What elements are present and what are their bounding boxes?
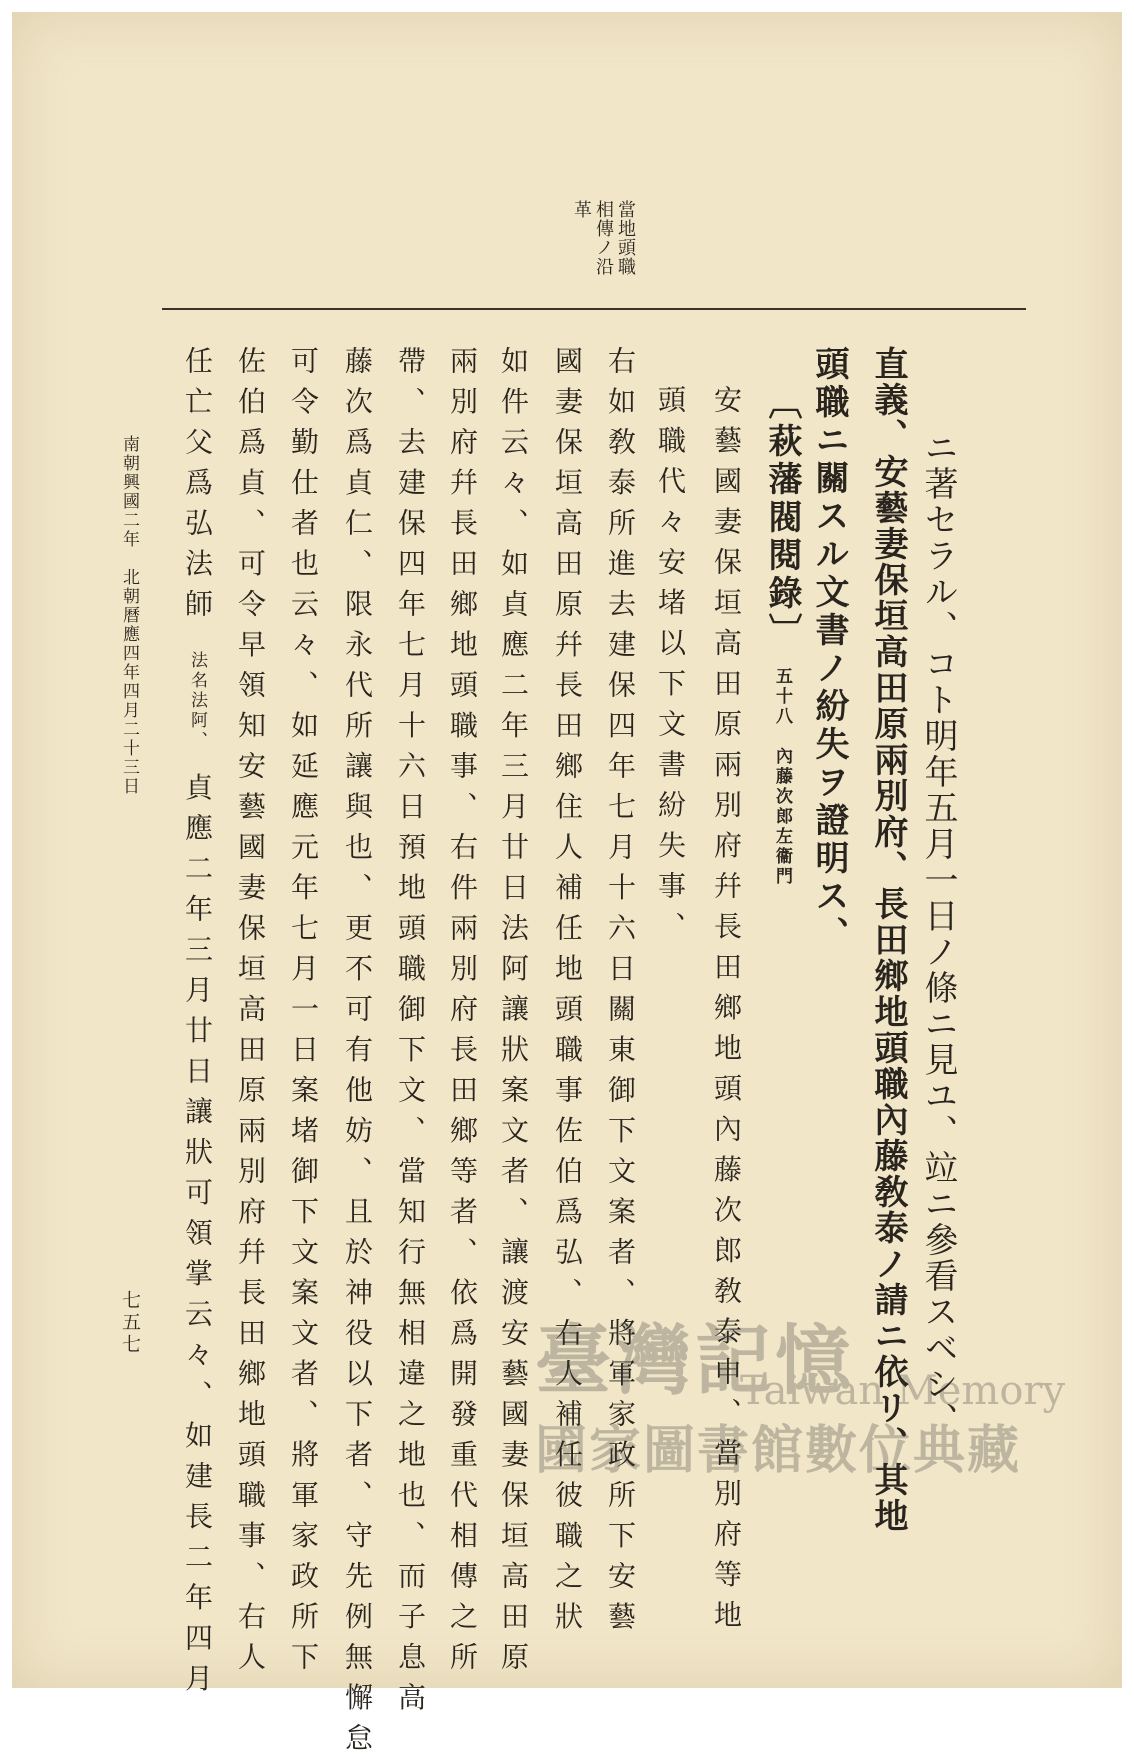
watermark-english: Taiwan Memory [740, 1368, 1066, 1414]
era-footer: 南朝興國二年 北朝曆應四年四月二十三日 [119, 435, 139, 796]
text-column-11: 帶、去建保四年七月十六日預地頭職御下文、當知行無相違之地也、而子息高 [394, 346, 427, 1723]
margin-note-line-3: 革 [571, 200, 592, 219]
text-column-12: 藤次爲貞仁、限永代所讓與也、更不可有他妨、且於神役以下者、守先例無懈怠 [341, 346, 374, 1764]
margin-note-line-2: 相傳ノ沿 [593, 200, 614, 276]
column-1-text: ニ著セラル、コト明年五月一日ノ條ニ見ユ、竝ニ參看スベシ、 [918, 430, 958, 1438]
text-column-14: 佐伯爲貞、可令早領知安藝國妻保垣高田原兩別府幷長田鄉地頭職事、右人 [234, 346, 267, 1683]
text-column-1 [914, 430, 963, 1438]
source-note: 五十八 內藤次郎左衞門 [772, 666, 792, 887]
text-column-13: 可令勤仕者也云々、如延應元年七月一日案堵御下文案文者、將軍家政所下 [287, 346, 320, 1683]
watermark-chinese: 臺灣記憶 [535, 1316, 855, 1405]
text-column-6: 頭職代々安堵以下文書紛失事、 [654, 385, 687, 952]
header-rule [162, 308, 1026, 310]
source-column [758, 385, 807, 887]
text-column-15 [177, 346, 217, 1704]
text-column-5: 安藝國妻保垣高田原兩別府幷長田鄉地頭內藤次郎敎泰申、當別府等地 [710, 385, 743, 1641]
heading-column-3: 頭職ニ關スル文書ノ紛失ヲ證明ス、 [809, 346, 849, 954]
column-15-text-b: 貞應二年三月廿日讓狀可領掌云々、如建長二年四月 [181, 772, 214, 1704]
source-title: 〔萩藩閥閱錄〕 [762, 385, 802, 651]
text-column-9: 如件云々、如貞應二年三月廿日法阿讓狀案文者、讓渡安藝國妻保垣高田原 [497, 346, 530, 1683]
column-15-text-a: 任亡父爲弘法師 [181, 346, 214, 630]
margin-note-line-1: 當地頭職 [615, 200, 636, 276]
text-column-7: 右如敎泰所進去建保四年七月十六日關東御下文案者、將軍家政所下安藝 [604, 346, 637, 1642]
text-column-8: 國妻保垣高田原幷長田鄉住人補任地頭職事佐伯爲弘、右人補任彼職之狀 [551, 346, 584, 1642]
column-15-note: 法名法阿、 [187, 650, 207, 751]
heading-column-2: 直義、安藝妻保垣高田原兩別府、長田鄉地頭職內藤敎泰ノ請ニ依リ、其地 [868, 346, 908, 1534]
watermark-subtitle: 國家圖書館數位典藏 [535, 1420, 1022, 1481]
text-column-10: 兩別府幷長田鄉地頭職事、右件兩別府長田鄉等者、依爲開發重代相傳之所 [446, 346, 479, 1683]
page-number: 七五七 [119, 1290, 141, 1356]
